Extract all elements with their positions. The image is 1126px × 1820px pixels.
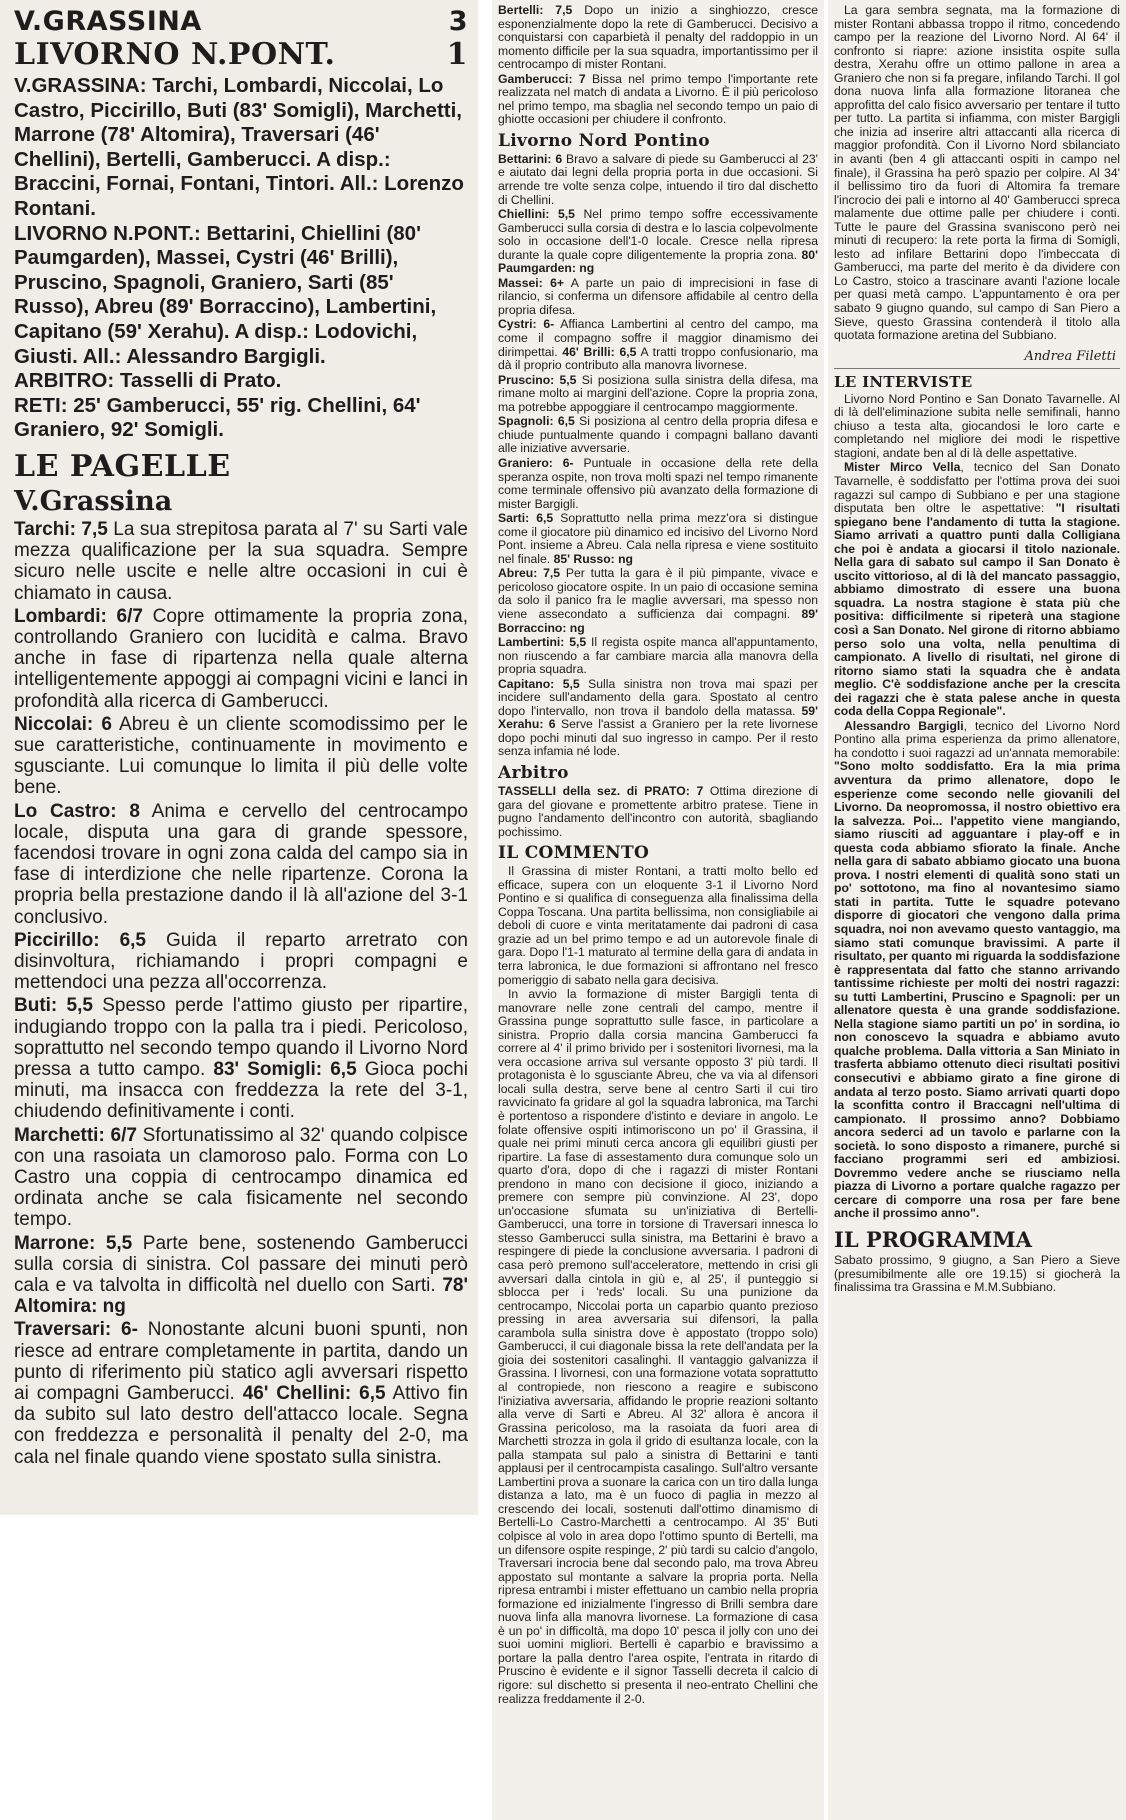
substitute-name: 83' Somigli: 6,5 <box>213 1058 357 1080</box>
player-rating <box>14 1125 468 1231</box>
player-rating <box>498 208 818 276</box>
player-comment: A parte un paio di imprecisioni in fase di rilancio, si conferma un difensore affidabile al centro della propria difesa. <box>498 275 818 317</box>
comment-heading: IL COMMENTO <box>498 843 650 864</box>
player-rating <box>14 1319 468 1467</box>
player-name: Niccolai: 6 <box>14 713 112 735</box>
substitute-comment: Gioca pochi minuti, ma insacca con freddezza la rete del 3-1, chiudendo definitivamente i conti. <box>14 1058 468 1123</box>
player-comment: Si posiziona sulla sinistra della difesa, ma rimane molto ai margini dell'azione. Copre la propria zona, ma potrebbe appoggiare il centrocampo maggiormente. <box>498 372 818 414</box>
home-ratings-continued <box>498 4 818 127</box>
substitute-comment: A tratti troppo confusionario, ma dà il proprio contributo alla manovra livornese. <box>498 344 818 373</box>
player-rating <box>498 678 818 759</box>
player-name: Sarti: 6,5 <box>498 511 554 526</box>
divider <box>834 368 1120 369</box>
player-rating <box>14 1233 468 1318</box>
interviews-intro: Livorno Nord Pontino e San Donato Tavarnelle. Al di là dell'eliminazione subita nelle semifinali, hanno chiuso a testa alta, giocandosi le loro carte e completando nel migliore dei modi le rispettive stagioni, andate ben al di là delle aspettative. <box>834 391 1120 460</box>
player-rating <box>14 801 468 928</box>
player-rating <box>14 930 468 994</box>
referee-heading: Arbitro <box>498 762 569 783</box>
lineup-away: LIVORNO N.PONT.: Bettarini, Chiellini (80' Paumgarden), Massei, Cystri (46' Brilli), Pruscino, Spagnoli, Graniero, Sarti (85' Russo), Abreu (89' Borraccino), Lambertini, Capitano (59' Xerahu). A disp.: Lodovichi, Giusti. All.: Alessandro Bargigli. <box>14 221 437 368</box>
substitute-name: 80' Paumgarden: ng <box>498 247 818 276</box>
player-name: Capitano: 5,5 <box>498 676 580 691</box>
player-rating <box>498 374 818 415</box>
programme-text: Sabato prossimo, 9 giugno, a San Piero a Sieve (presumibilmente alle ore 19.15) si giocherà la finalissima tra Grassina e M.M.Subbiano. <box>834 1253 1120 1295</box>
substitute-name: 59' Xerahu: 6 <box>498 703 818 732</box>
player-comment: Puntuale in occasione della rete della speranza ospite, non trova molti spazi nel tempo rimanente come terminale offensivo più avanzato della formazione di mister Bargigli. <box>498 455 818 511</box>
player-rating <box>498 415 818 456</box>
player-name: Lambertini: 5,5 <box>498 635 587 650</box>
player-comment: Bissa nel primo tempo l'importante rete realizzata nel match di andata a Livorno. È il più pericoloso nel primo tempo, ma sbaglia nel secondo tempo un paio di ghiotte occasioni per chiudere il confronto. <box>498 71 818 127</box>
player-rating <box>498 4 818 72</box>
player-comment: Parte bene, sostenendo Gamberucci sulla corsia di sinistra. Col passare dei minuti però cala e va talvolta in difficoltà nel duello con Sarti. <box>14 1232 468 1297</box>
player-comment: Nonostante alcuni buoni spunti, non riesce ad entrare completamente in partita, dando un punto di riferimento più statico agli avversari rispetto ai compagni Gamberucci. <box>14 1319 469 1405</box>
player-comment: Sfortunatissimo al 32' quando colpisce con una rasoiata un clamoroso palo. Forma con Lo Castro una coppia di centrocampo dinamica ed ordinata anche se cala fisicamente nel secondo tempo. <box>14 1124 468 1231</box>
home-team: V.GRASSINA <box>14 6 202 37</box>
lineup-home: V.GRASSINA: Tarchi, Lombardi, Niccolai, Lo Castro, Piccirillo, Buti (83' Somigli), Marchetti, Marrone (78' Altomira), Traversari (46' Chellini), Bertelli, Gamberucci. A disp.: Braccini, Fornai, Fontani, Tintori. All.: Lorenzo Rontani. <box>14 74 464 220</box>
player-rating <box>14 519 468 604</box>
player-comment: Soprattutto nella prima mezz'ora si distingue come il giocatore più dinamico ed incisivo del Livorno Nord Pont. insieme a Abreu. Cala nella ripresa e viene sostituito nel finale. <box>498 511 818 566</box>
comment-paragraph-3: La gara sembra segnata, ma la formazione di mister Rontani abbassa troppo il ritmo, concedendo campo per la reazione del Livorno Nord. Al 64' il confronto si riapre: azione insistita ospite sulla destra, Xerahu offre un ottimo pallone in area a Graniero che non si fa pregare, infilando Tarchi. Il gol dona nuova linfa alla formazione litoranea che approfitta del calo fisico avversario per tentare il tutto per tutto. La partita si infiamma, con mister Bargigli che inizia ad inserire altri attaccanti alla ricerca di maggior profondità. Con il Livorno Nord sbilanciato in avanti (ben 4 gli attaccanti ospiti in campo nel finale), il Grassina ha però spazio per colpire. Al 34' il bellissimo tiro da fuori di Altomira fa tremare l'incrocio dei pali e intorno al 40' Gamberucci spreca malamente due ottime palle per chiudere i conti. Tutte le paure del Grassina svaniscono però nei minuti di recupero: la rete porta la firma di Somigli, lesto ad infilare Bettarini dopo l'imbeccata di Gamberucci, ma parte del merito è da dividere con Lo Castro, stoico a trascinare avanti l'azione locale per quasi metà campo. L'appuntamento è ora per sabato 9 giugno quando, sul campo di San Piero a Sieve, questo Grassina contenderà il titolo alla quotata formazione aretina del Subbiano. <box>834 3 1120 343</box>
player-name: Marchetti: 6/7 <box>14 1124 137 1146</box>
bargigli-interview <box>834 720 1120 1221</box>
ratings-column <box>492 0 824 1820</box>
substitute-comment: Attivo fin da subito sul lato destro dell'attacco locale. Segna con freddezza e personalità il penalty del 2-0, ma cala nel finale quando viene spostato sulla sinistra. <box>14 1383 468 1468</box>
goals-line: RETI: 25' Gamberucci, 55' rig. Chellini, 64' Graniero, 92' Somigli. <box>14 393 421 442</box>
player-name: Bertelli: 7,5 <box>498 3 573 17</box>
substitute-name: 89' Borraccino: ng <box>498 606 818 635</box>
away-ratings <box>498 153 818 759</box>
player-rating <box>498 567 818 635</box>
player-name: Bettarini: 6 <box>498 151 563 166</box>
player-name: Abreu: 7,5 <box>498 566 561 581</box>
player-rating <box>498 318 818 372</box>
player-comment: Spesso perde l'attimo giusto per ripartire, indugiando troppo con la palla tra i piedi. Pericoloso, soprattutto nel secondo tempo quando il Livorno Nord pressa a tutto campo. <box>14 995 468 1080</box>
player-comment: Nel primo tempo soffre eccessivamente Gamberucci sulla corsia di destra e lo lascia colpevolmente solo in occasione dell'1-0 locale. Cresce nella ripresa durante la quale copre diligentemente la propria zona. <box>498 207 818 262</box>
comment-column <box>828 0 1126 1820</box>
player-name: Buti: 5,5 <box>14 995 93 1017</box>
player-rating <box>498 636 818 677</box>
player-rating <box>14 714 468 799</box>
away-score: 1 <box>446 37 468 72</box>
player-comment: Affianca Lambertini al centro del campo, ma come il compagno soffre il maggior dinamismo dei dirimpettai. <box>498 317 819 359</box>
away-score-row <box>14 37 468 72</box>
main-column <box>0 0 478 1515</box>
substitute-name: 46' Brilli: 6,5 <box>562 344 637 359</box>
away-team-heading: Livorno Nord Pontino <box>498 130 710 151</box>
comment-paragraph-2: In avvio la formazione di mister Bargigli tenta di manovrare nelle zone centrali del campo, mentre il Grassina punge soprattutto sulle fasce, in particolare a sinistra. Proprio dalla corsia mancina Gamberucci fa correre al 4' il primo brivido per i sostenitori livornesi, ma la vera occasione arriva sul versante opposto 3' più tardi. Il protagonista è lo sgusciante Abreu, che va via al difensori locali sulla destra, serve bene al centro Sarti il cui tiro ravvicinato fa gridare al gol la squadra labronica, ma Tarchi è portentoso a rispondere d'istinto e deviare in angolo. Le folate offensive ospiti intimoriscono un po' il Grassina, il quale nei primi minuti cerca ancora gli equilibri giusti per ripartire. La fase di assestamento dura comunque solo un quarto d'ora, dopo di che i ragazzi di mister Rontani prendono in mano con decisione il gioco, iniziando a premere con sempre più convinzione. Al 23', dopo un'occasione sfumata su un'iniziativa di Bertelli-Gamberucci, una torre in torsione di Traversari innesca lo stesso Gamberucci sulla sinistra, ma Bettarini è bravo a respingere di piede la conclusione avversaria. I padroni di casa però premono sull'acceleratore, mettendo in crisi gli avversari dalla cintola in giù e, al 25', il punteggio si sblocca per i 'reds' locali. Su una punizione da centrocampo, Niccolai porta un caparbio quanto prezioso pressing in area avversaria sui difensori, la palla carambola sulla sinistra dove è appostato (troppo solo) Gamberucci, il cui diagonale bissa la rete dell'andata per la gioia dei sostenitori casalinghi. Il vantaggio galvanizza il Grassina. I livornesi, con una formazione votata soprattutto al contropiede, non riescono a reagire e subiscono l'iniziativa avversaria, affidando le proprie reazioni soltanto alla verve di Sarti e Abreu. Al 32' allora è ancora il Grassina pericoloso, ma la rasoiata da fuori area di Marchetti strozza in gola il grido di esultanza locale, con la palla stampata sul palo a sinistra di Bettarini e tanti applausi per il centrocampista casalingo. Sull'altro versante Lambertini prova a suonare la carica con un tiro dalla lunga distanza a lato, ma è un fuoco di paglia in mezzo al crescendo dei locali, sostenuti dall'ottimo dinamismo di Bertelli-Lo Castro-Marchetti a centrocampo. Al 35' Buti colpisce al volo in area dopo l'ottimo spunto di Bertelli, ma un difensore ospite respinge, 2' più tardi su calcio d'angolo, Traversari incrocia bene dal secondo palo, ma trova Abreu appostato sul montante a salvare la propria porta. Nella ripresa entrambi i mister effettuano un cambio nella propria formazione ed inizialmente l'ingresso di Brilli sembra dare nuova linfa alla manovra livornese. La formazione di casa è un po' in difficoltà, ma dopo 10' pesca il jolly con uno dei suoi uomini migliori. Bertelli è caparbio e bravissimo a portare la palla dentro l'area ospite, l'entrata in ritardo di Pruscino è evidente e il signor Tasselli decreta il calcio di rigore: sul dischetto si presenta il neo-entrato Chellini che realizza freddamente il 2-0. <box>498 987 818 1706</box>
player-rating <box>498 73 818 127</box>
player-name: Tarchi: 7,5 <box>14 518 108 540</box>
vella-interview <box>834 461 1120 718</box>
ratings-heading: LE PAGELLE <box>14 448 231 484</box>
player-name: Lombardi: 6/7 <box>14 605 143 627</box>
vella-quote: "I risultati spiegano bene l'andamento di tutta la stagione. Siamo arrivati a quattro punti dalla Colligiana che poi è andata a giocarsi il titolo nazionale. Nella gara di sabato sul campo il San Donato è uscito vittorioso, al di là del mancato passaggio, abbiamo dimostrato di essere una buona squadra. La nostra stagione è stata più che positiva: difficilmente si ripeterà una stagione così a San Donato. Nel girone di ritorno abbiamo perso solo una volta, nella penultima di campionato. A livello di risultati, nel girone di ritorno siamo stati la squadra che è andata meglio. C'è soddisfazione anche per la crescita dei ragazzi che è stata palese anche in questa coda della Coppa Regionale". <box>834 501 1120 719</box>
away-team: LIVORNO N.PONT. <box>14 37 336 72</box>
player-rating <box>498 512 818 566</box>
player-name: Traversari: 6- <box>14 1319 138 1341</box>
referee-name: TASSELLI della sez. di PRATO: 7 <box>498 783 704 798</box>
player-comment: Copre ottimamente la propria zona, controllando Graniero con lucidità e calma. Bravo anche in fase di ripartenza nella quale alterna intelligentemente appoggi ai compagni vicini e lanci in profondità alla ricerca di Gamberucci. <box>14 605 468 712</box>
interviews-heading: LE INTERVISTE <box>834 372 973 391</box>
player-comment: Per tutta la gara è il più pimpante, vivace e pericoloso giocatore ospite. In un paio di occasione semina da solo il panico fra le maglie avversari, ma spesso non viene assecondato a sufficienza dai compagni. <box>498 566 818 621</box>
player-name: Lo Castro: 8 <box>14 800 140 822</box>
player-comment: Sulla sinistra non trova mai spazi per incidere sull'andamento della gara. Spostato al centro dopo l'intervallo, non trova il bandolo della matassa. <box>498 676 818 718</box>
player-rating <box>498 277 818 318</box>
player-name: Cystri: 6- <box>498 317 555 332</box>
home-ratings <box>14 519 468 1468</box>
bargigli-name: Alessandro Bargigli <box>844 718 964 733</box>
player-name: Piccirillo: 6,5 <box>14 929 146 951</box>
bargigli-quote: "Sono molto soddisfatto. Era la mia prima avventura da primo allenatore, dopo le esperienze come secondo nelle giovanili del Livorno. Da neopromossa, il nostro obiettivo era la salvezza. Poi... l'appetito viene mangiando, siamo riusciti ad agguantare i play-off e in questa coda abbiamo sfiorato la finale. Anche nella gara di sabato abbiamo giocato una buona prova. I nostri elementi di qualità sono stati un po' sottotono, ma fino al novantesimo siamo stati in partita. Tutte le squadre potevano disporre di giocatori che vengono dalla prima squadra, noi non avevamo questo vantaggio, ma siamo stati comunque bravissimi. A parte il risultato, per quanto mi riguarda la soddisfazione è rappresentata dal fatto che stanno arrivando tantissime richieste per molti dei nostri ragazzi: su tutti Lambertini, Pruscino e Spagnoli: per un allenatore questa è una grande soddisfazione. Nella stagione siamo partiti un po' in sordina, io non conoscevo la squadra e abbiamo avuto qualche problema. Dalla vittoria a San Miniato in trasferta abbiamo ottenuto dieci risultati positivi consecutivi e abbiamo girato a fine girone di andata al terzo posto. Siamo arrivati quarti dopo la sconfitta contro il Braccagni nell'ultima di campionato. Il prossimo anno? Dobbiamo ancora sederci ad un tavolo e parlarne con la società. Io sono disposto a rimanere, purché si facciano programmi seri ed ambiziosi. Dovremmo vedere anche se riusciamo nella piazza di Livorno a portare qualche ragazzo per cercare di comporre una rosa per fare bene anche il prossimo anno". <box>834 759 1120 1221</box>
substitute-name: 78' Altomira: ng <box>14 1275 468 1318</box>
referee-text: Ottima direzione di gara del giovane e promettente arbitro pratese. Tiene in pugno l'andamento dell'incontro con autorità, sbagliando pochissimo. <box>498 783 818 839</box>
player-rating <box>498 457 818 511</box>
comment-paragraph-1: Il Grassina di mister Rontani, a tratti molto bello ed efficace, supera con un eloquente 3-1 il Livorno Nord Pontino e si qualifica di conseguenza alla finalissima della Coppa Toscana. Una partita bellissima, non consigliabile ai deboli di cuore e vinta meritatamente dai padroni di casa grazie ad un bel primo tempo e ad un autorevole finale di gara. Dopo l'1-1 maturato al termine della gara di andata in terra labronica, le due formazioni si affrontano nel fresco pomeriggio di sabato nella gara decisiva. <box>498 864 818 987</box>
player-comment: La sua strepitosa parata al 7' su Sarti vale mezza qualificazione per la sua squadra. Sempre sicuro nelle uscite e nelle altre occasioni in cui è chiamato in causa. <box>14 518 468 604</box>
player-comment: Anima e cervello del centrocampo locale, disputa una gara di grande spessore, facendosi trovare in ogni zona calda del campo sia in fase di interdizione che nelle ripartenze. Corona la propria bella prestazione dando il là all'azione del 3-1 conclusivo. <box>14 800 468 928</box>
lineups <box>14 74 468 443</box>
player-name: Marrone: 5,5 <box>14 1232 133 1254</box>
player-name: Gamberucci: 7 <box>498 71 586 86</box>
byline: Andrea Filetti <box>1024 348 1116 364</box>
player-rating <box>14 606 468 712</box>
home-score-row <box>14 6 468 37</box>
player-name: Graniero: 6- <box>498 455 574 470</box>
bargigli-intro: , tecnico del Livorno Nord Pontino alla prima esperienza da primo allenatore, ha condotto i suoi ragazzi ad un'annata memorabile: <box>834 718 1120 760</box>
player-comment: Guida il reparto arretrato con disinvoltura, richiamando i propri compagni e mettendoci una pezza all'occorrenza. <box>14 929 468 994</box>
player-name: Massei: 6+ <box>498 275 565 290</box>
player-comment: Si posiziona al centro della propria difesa e chiude puntualmente quando i compagni ballano davanti alle iniziative avversarie. <box>498 414 818 456</box>
substitute-comment: Serve l'assist a Graniero per la rete livornese dopo pochi minuti dal suo ingresso in campo. Per il resto senza infamia né lode. <box>498 717 818 759</box>
referee-rating <box>498 785 818 839</box>
vella-name: Mister Mirco Vella <box>844 460 961 475</box>
player-comment: Abreu è un cliente scomodissimo per le sue caratteristiche, continuamente in movimento e sgusciante. Lui comunque lo limita il più delle volte bene. <box>14 713 468 799</box>
home-team-heading: V.Grassina <box>14 485 173 517</box>
player-comment: Dopo un inizio a singhiozzo, cresce esponenzialmente dopo la rete di Gamberucci. Decisivo a conquistarsi con caparbietà il penalty del raddoppio in un momento difficile per la sua squadra, importantissimo per il centrocampo di mister Rontani. <box>498 3 818 72</box>
vella-intro: , tecnico del San Donato Tavarnelle, è soddisfatto per l'ottima prova dei suoi ragazzi sul campo di Subbiano e per una stagione disputata ben oltre le aspettative: <box>834 460 1120 516</box>
player-name: Spagnoli: 6,5 <box>498 414 575 429</box>
player-comment: Bravo a salvare di piede su Gamberucci al 23' e aiutato dai legni della propria porta in due occasioni. Si arrende tre volte senza colpe, intuendo il tiro dal dischetto di Chellini. <box>498 151 818 207</box>
player-rating <box>498 153 818 207</box>
home-score: 3 <box>448 6 468 37</box>
programme-heading: IL PROGRAMMA <box>834 1227 1032 1253</box>
player-name: Chiellini: 5,5 <box>498 207 575 222</box>
player-name: Pruscino: 5,5 <box>498 372 577 387</box>
substitute-name: 85' Russo: ng <box>553 551 633 566</box>
referee-line: ARBITRO: Tasselli di Prato. <box>14 369 282 393</box>
player-rating <box>14 995 468 1122</box>
substitute-name: 46' Chellini: 6,5 <box>242 1383 386 1405</box>
player-comment: Il regista ospite manca all'appuntamento, non riuscendo a far cambiare marcia alla manovra della propria squadra. <box>498 635 819 677</box>
